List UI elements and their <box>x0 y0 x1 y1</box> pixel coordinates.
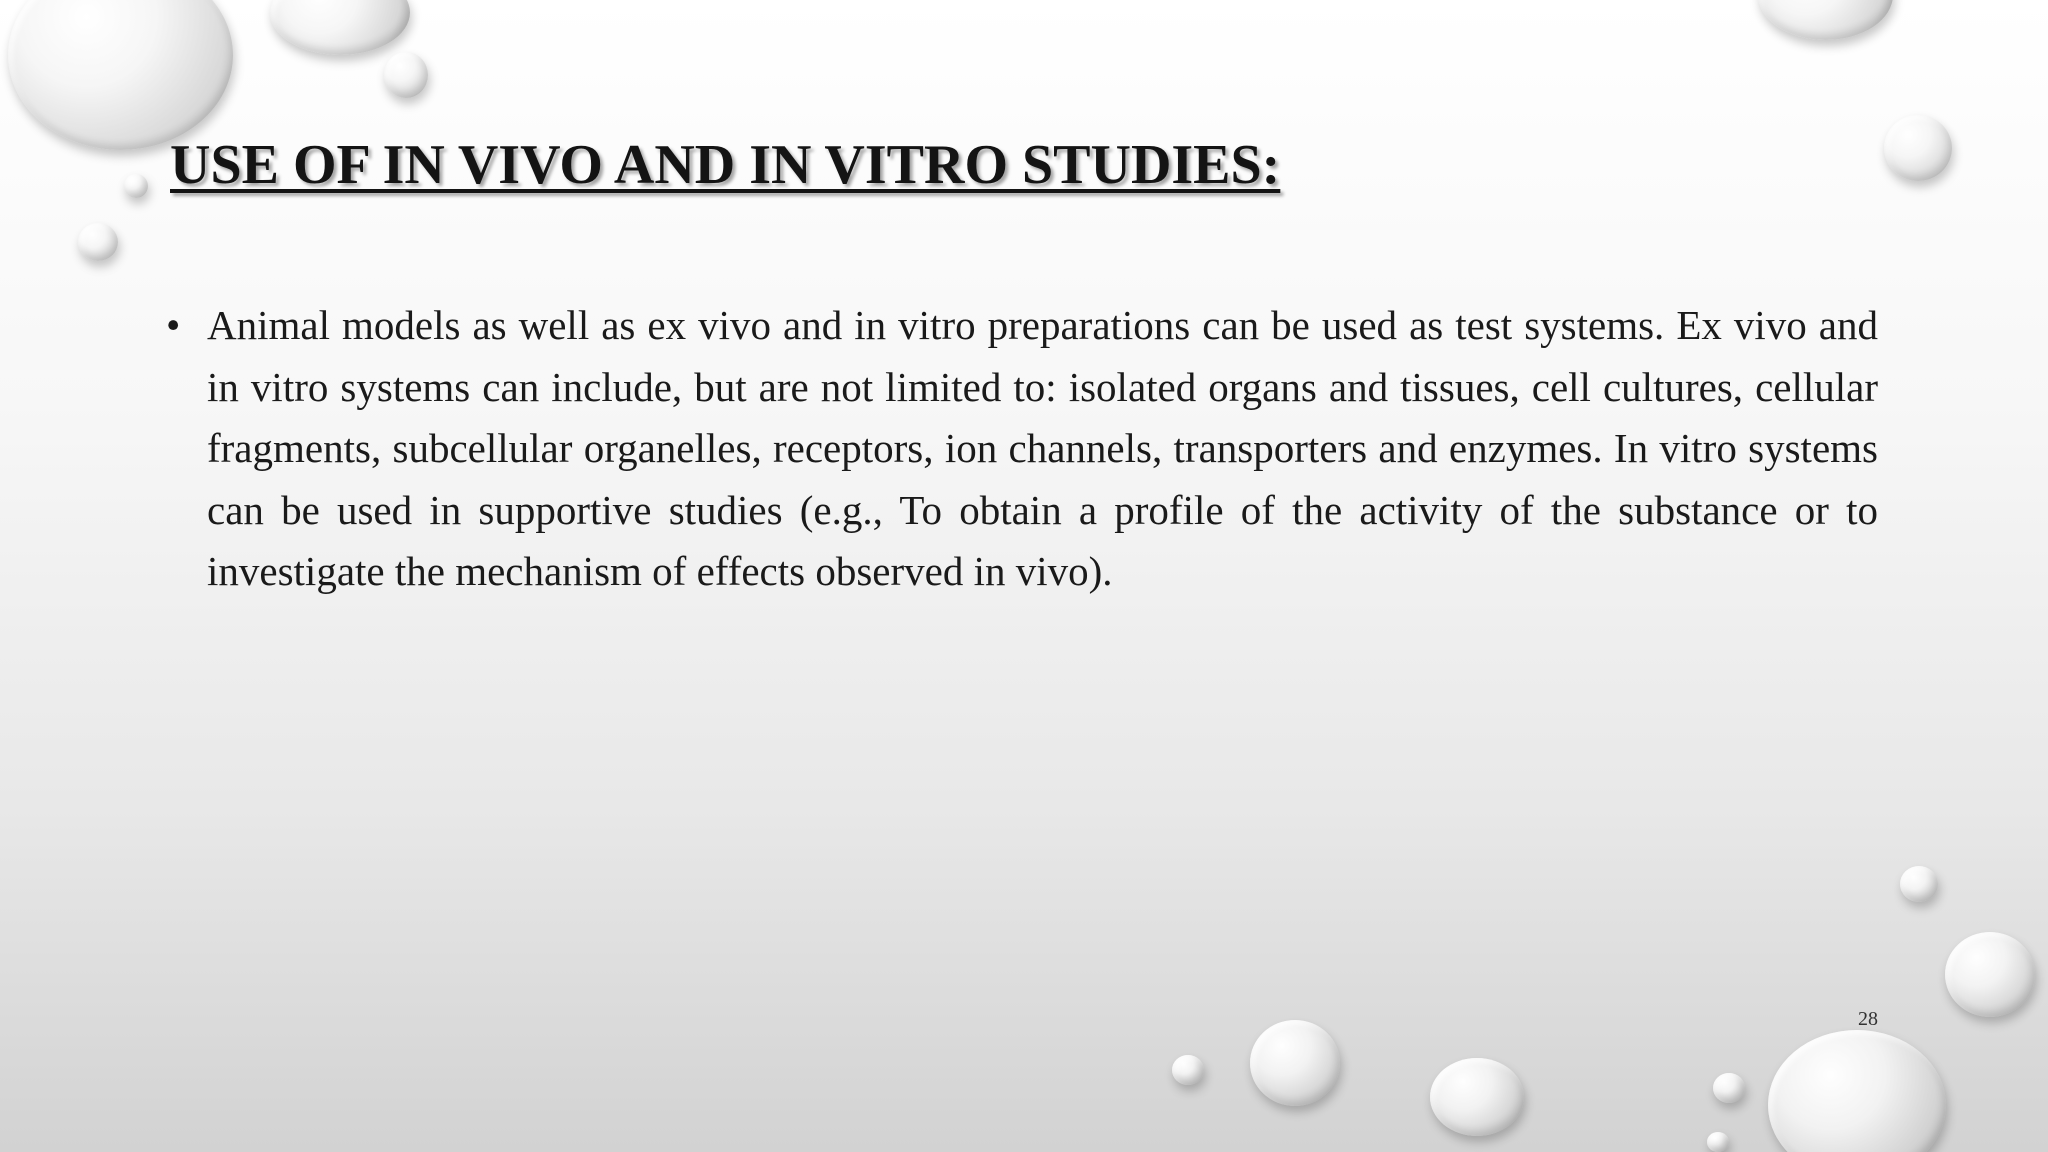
water-drop-decoration <box>8 0 233 150</box>
water-drop-decoration <box>1430 1058 1524 1136</box>
water-drop-decoration <box>1713 1073 1745 1103</box>
bullet-list <box>166 295 1878 603</box>
water-drop-decoration <box>384 52 428 98</box>
water-drop-decoration <box>1172 1055 1204 1085</box>
water-drop-decoration <box>1945 932 2035 1017</box>
water-drop-decoration <box>124 174 148 198</box>
water-drop-decoration <box>1707 1132 1729 1152</box>
water-drop-decoration <box>1768 1030 1946 1152</box>
water-drop-decoration <box>78 223 118 261</box>
water-drop-decoration <box>270 0 410 55</box>
bullet-marker: • <box>166 302 181 348</box>
water-drop-decoration <box>1900 866 1938 902</box>
bullet-item <box>166 295 1878 603</box>
slide-title: USE OF IN VIVO AND IN VITRO STUDIES: <box>170 134 1281 196</box>
water-drop-decoration <box>1884 115 1952 181</box>
page-number: 28 <box>1858 1008 1878 1030</box>
bullet-text: Animal models as well as ex vivo and in vitro preparations can be used as test systems. Ex vivo and in vitro systems can include, but are not limited to: isolated organs and tissues, cell cultures, cellular fragments, subcellular organelles, receptors, ion channels, transporters and enzymes. In vitro systems can be used in supportive studies (e.g., To obtain a profile of the activity of the substance or to investigate the mechanism of effects observed in vivo). <box>207 302 1878 594</box>
water-drop-decoration <box>1250 1020 1340 1106</box>
water-drop-decoration <box>1758 0 1893 40</box>
